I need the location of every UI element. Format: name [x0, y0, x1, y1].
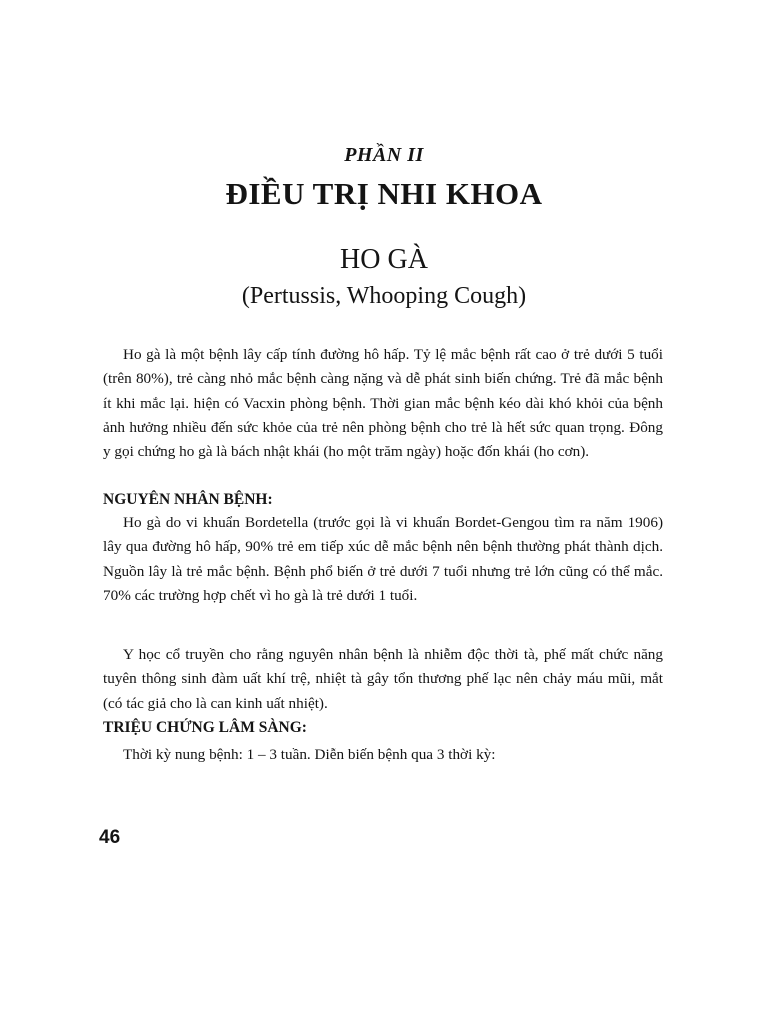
intro-paragraph: Ho gà là một bệnh lây cấp tính đường hô hấp. Tỷ lệ mắc bệnh rất cao ở trẻ dưới 5 tuổi (trên 80%), trẻ càng nhỏ mắc bệnh càng nặng và dễ phát sinh biến chứng. Trẻ đã mắc bệnh ít khi mắc lại. hiện có Vacxin phòng bệnh. Thời gian mắc bệnh kéo dài khó khỏi của bệnh ảnh hưởng nhiều đến sức khỏe của trẻ nên phòng bệnh cho trẻ là hết sức quan trọng. Đông y gọi chứng ho gà là bách nhật khái (ho một trăm ngày) hoặc đốn khái (ho cơn). [103, 346, 663, 461]
cause-heading: NGUYÊN NHÂN BỆNH: [103, 491, 273, 508]
cause-heading-block [103, 488, 663, 512]
intro-block [103, 343, 663, 464]
cause-block-1 [103, 511, 663, 608]
topic-title: HO GÀ [340, 244, 428, 275]
section-title: ĐIỀU TRỊ NHI KHOA [225, 176, 543, 211]
page-number: 46 [99, 827, 121, 848]
part-label: PHẦN II [344, 144, 424, 166]
symptom-block [103, 743, 663, 767]
topic-subtitle: (Pertussis, Whooping Cough) [241, 283, 527, 309]
cause-paragraph-2: Y học cổ truyền cho rằng nguyên nhân bệnh là nhiễm độc thời tà, phế mất chức năng tuyên thông sinh đàm uất khí trệ, nhiệt tà gây tổn thương phế lạc nên chảy máu mũi, mắt (có tác giả cho là can kinh uất nhiệt). [103, 646, 663, 712]
symptom-heading-block [103, 716, 663, 740]
cause-paragraph-1: Ho gà do vi khuẩn Bordetella (trước gọi là vi khuẩn Bordet-Gengou tìm ra năm 1906) lây qua đường hô hấp, 90% trẻ em tiếp xúc dễ mắc bệnh nên bệnh thường phát thành dịch. Nguồn lây là trẻ mắc bệnh. Bệnh phổ biến ở trẻ dưới 7 tuổi nhưng trẻ lớn cũng có thể mắc. 70% các trường hợp chết vì ho gà là trẻ dưới 1 tuổi. [103, 514, 663, 604]
symptom-paragraph-1: Thời kỳ nung bệnh: 1 – 3 tuần. Diễn biến bệnh qua 3 thời kỳ: [123, 746, 496, 763]
symptom-heading: TRIỆU CHỨNG LÂM SÀNG: [103, 719, 307, 736]
cause-block-2 [103, 643, 663, 716]
